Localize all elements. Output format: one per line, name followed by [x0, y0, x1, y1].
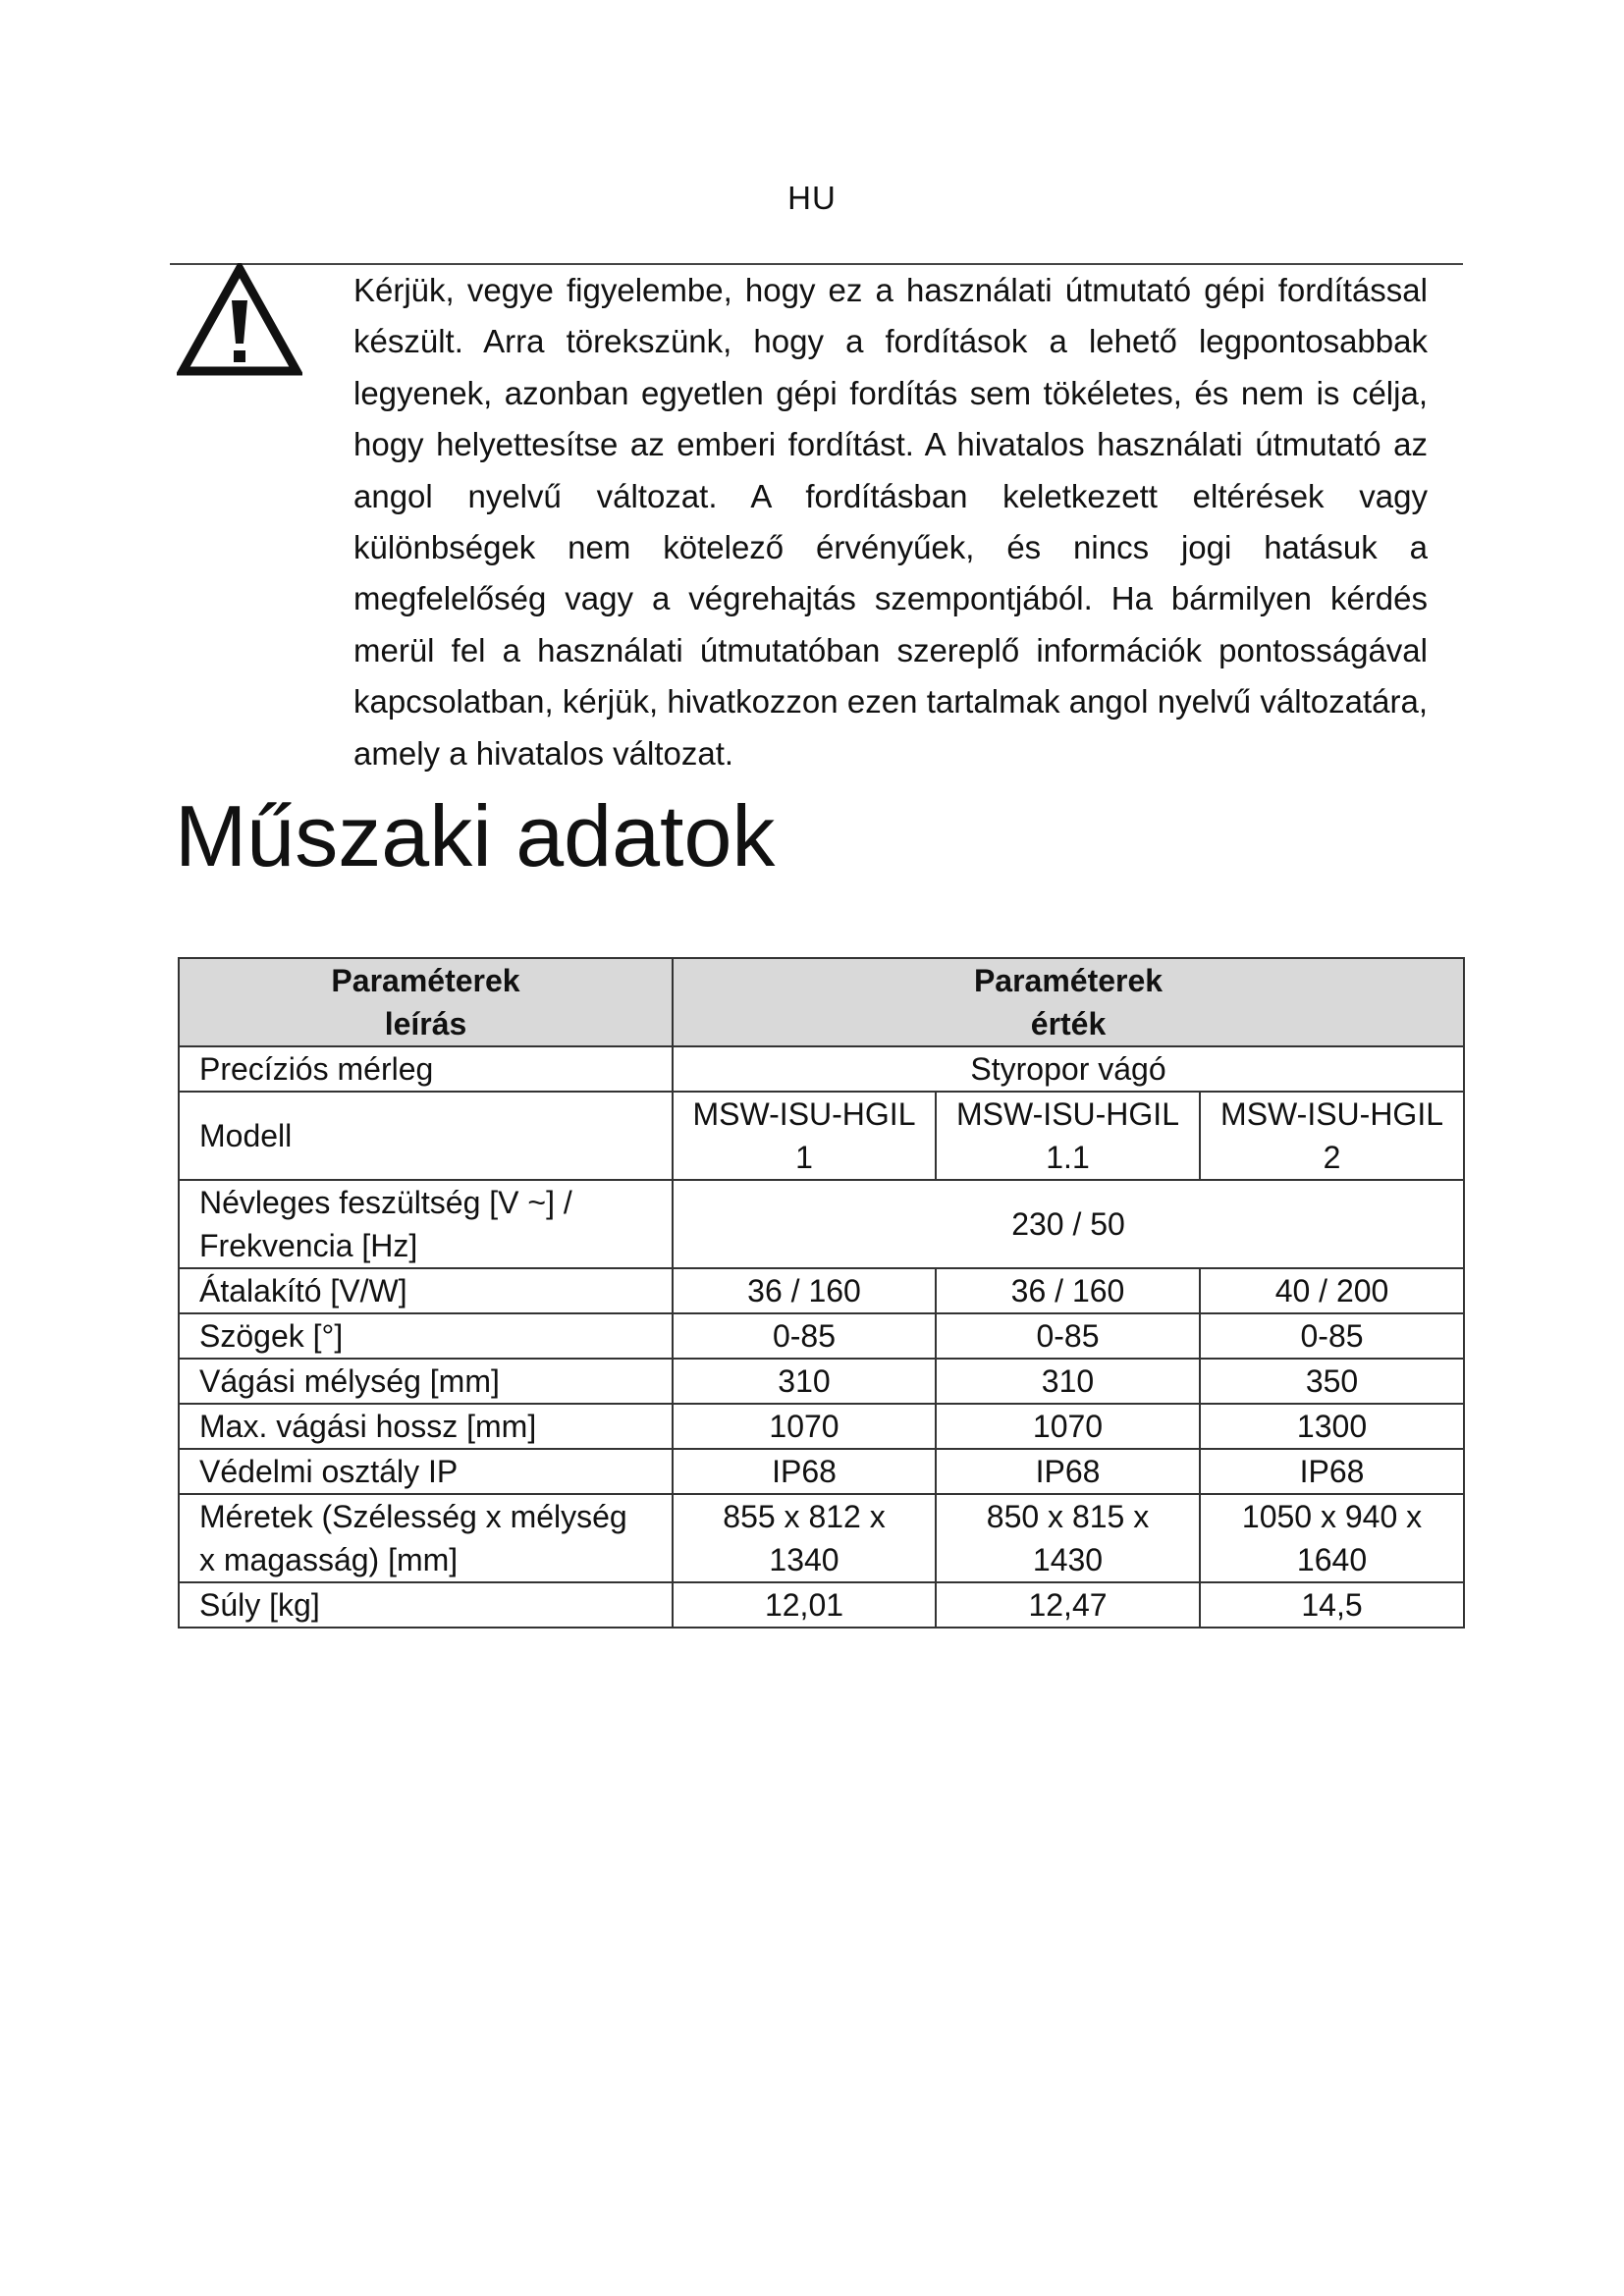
header-description: [179, 958, 673, 1046]
table-row: [179, 1582, 1464, 1628]
cell-value: Styropor vágó: [673, 1046, 1464, 1092]
spec-table: [178, 957, 1465, 1629]
header-text: Paraméterek: [973, 963, 1164, 998]
notice-text: Kérjük, vegye figyelembe, hogy ez a használati útmutató gépi fordítással készült. Arra törekszünk, hogy a fordítások a lehető legpontosabbak legyenek, azonban egyetlen gépi fordítás sem tökéletes, és nem is célja, hogy helyettesítse az emberi fordítást. A hivatalos használati útmutató az angol nyelvű változat. A fordításban keletkezett eltérések vagy különbségek nem kötelező érvényűek, és nincs jogi hatásuk a megfelelőség vagy a végrehajtás szempontjából. Ha bármilyen kérdés merül fel a használati útmutatóban szereplő információk pontosságával kapcsolatban, kérjük, hivatkozzon ezen tartalmak angol nyelvű változatára, amely a hivatalos változat.: [353, 272, 1428, 772]
cell-value: 36 / 160: [936, 1268, 1200, 1313]
label-line: Frekvencia [Hz]: [199, 1228, 418, 1263]
row-label: [179, 1494, 673, 1582]
cell-value: 310: [936, 1359, 1200, 1404]
cell-value: 40 / 200: [1200, 1268, 1464, 1313]
cell-value: 0-85: [936, 1313, 1200, 1359]
cell-value: 0-85: [1200, 1313, 1464, 1359]
label-line: Névleges feszültség [V ~] /: [199, 1185, 572, 1220]
header-text: leírás: [384, 1006, 467, 1041]
table-row: [179, 1092, 1464, 1180]
cell-line: 2: [1323, 1140, 1341, 1175]
language-code: HU: [787, 180, 837, 216]
row-label: [179, 1180, 673, 1268]
table-row: [179, 1046, 1464, 1092]
table-row: [179, 1449, 1464, 1494]
cell-value: [936, 1092, 1200, 1180]
row-label: Max. vágási hossz [mm]: [179, 1404, 673, 1449]
table-header-row: [179, 958, 1464, 1046]
table-row: [179, 1404, 1464, 1449]
row-label: Védelmi osztály IP: [179, 1449, 673, 1494]
label-line: x magasság) [mm]: [199, 1542, 459, 1577]
cell-value: 12,01: [673, 1582, 936, 1628]
cell-value: [673, 1092, 936, 1180]
row-label: Súly [kg]: [179, 1582, 673, 1628]
cell-line: 850 x 815 x: [986, 1499, 1150, 1534]
cell-value: IP68: [1200, 1449, 1464, 1494]
cell-value: 14,5: [1200, 1582, 1464, 1628]
cell-line: 1430: [1032, 1542, 1104, 1577]
cell-line: 855 x 812 x: [723, 1499, 886, 1534]
row-label: Átalakító [V/W]: [179, 1268, 673, 1313]
cell-value: IP68: [936, 1449, 1200, 1494]
cell-line: 1050 x 940 x: [1241, 1499, 1423, 1534]
header-text: érték: [1030, 1006, 1107, 1041]
cell-value: 0-85: [673, 1313, 936, 1359]
table-row: [179, 1268, 1464, 1313]
cell-value: [673, 1494, 936, 1582]
cell-value: 310: [673, 1359, 936, 1404]
table-row: [179, 1359, 1464, 1404]
label-line: Méretek (Szélesség x mélység: [199, 1499, 627, 1534]
cell-value: 230 / 50: [673, 1180, 1464, 1268]
cell-value: 1070: [936, 1404, 1200, 1449]
row-label: Szögek [°]: [179, 1313, 673, 1359]
row-label: Precíziós mérleg: [179, 1046, 673, 1092]
page-title: Műszaki adatok: [175, 787, 776, 884]
cell-value: 1070: [673, 1404, 936, 1449]
cell-value: [1200, 1494, 1464, 1582]
row-label: Vágási mélység [mm]: [179, 1359, 673, 1404]
cell-value: 1300: [1200, 1404, 1464, 1449]
row-label: Modell: [179, 1092, 673, 1180]
translation-notice: [353, 265, 1428, 779]
table-row: [179, 1313, 1464, 1359]
table-row: [179, 1180, 1464, 1268]
cell-line: MSW-ISU-HGIL: [1220, 1096, 1443, 1132]
cell-line: 1340: [769, 1542, 839, 1577]
cell-value: 350: [1200, 1359, 1464, 1404]
cell-line: MSW-ISU-HGIL: [692, 1096, 916, 1132]
cell-value: IP68: [673, 1449, 936, 1494]
table-row: [179, 1494, 1464, 1582]
cell-value: [936, 1494, 1200, 1582]
header-text: Paraméterek: [331, 963, 520, 998]
header-value: [673, 958, 1464, 1046]
cell-line: 1640: [1296, 1542, 1368, 1577]
cell-value: [1200, 1092, 1464, 1180]
cell-line: 1: [795, 1140, 813, 1175]
cell-value: 12,47: [936, 1582, 1200, 1628]
cell-line: MSW-ISU-HGIL: [956, 1096, 1179, 1132]
warning-triangle-icon: [177, 263, 302, 379]
cell-line: 1.1: [1046, 1140, 1090, 1175]
cell-value: 36 / 160: [673, 1268, 936, 1313]
